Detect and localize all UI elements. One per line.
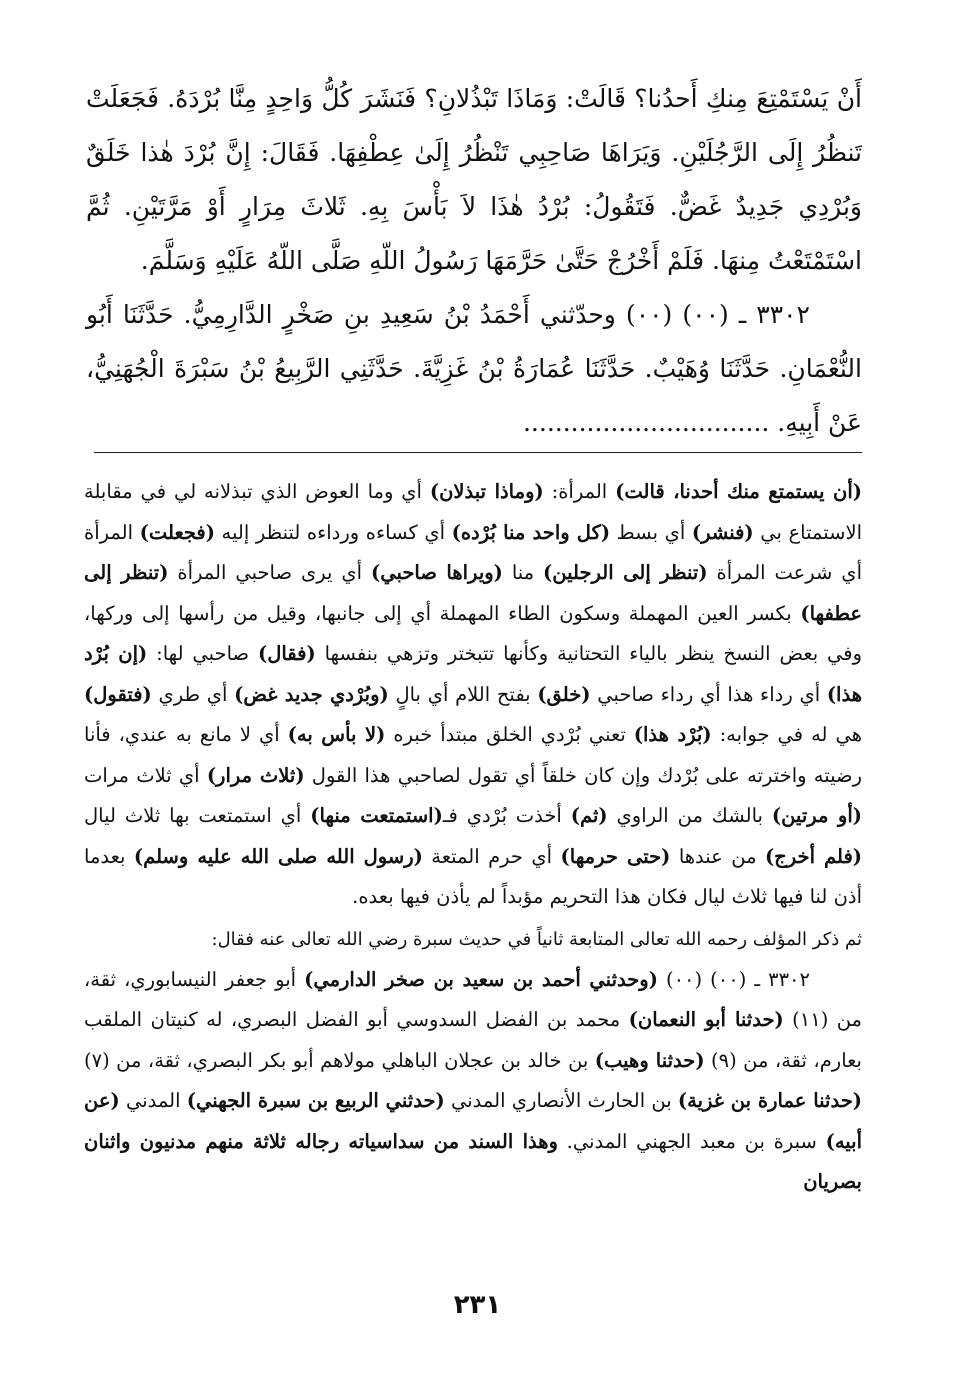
bold-quoted-phrase: (كل واحد منا بُرْده) bbox=[451, 520, 611, 544]
commentary-text-run: بكسر العين المهملة وسكون الطاء المهملة أي إلى جانبها، وقيل من رأسها إلى وركها، وفي بعض النسخ ينظر بالياء التحتانية وكأنها تتبختر وتزهي بنفسها bbox=[84, 601, 863, 665]
bold-quoted-phrase: (ثم) bbox=[570, 804, 608, 827]
main-text bbox=[86, 72, 862, 450]
commentary-text-run: أي حرم المتعة bbox=[422, 844, 561, 868]
commentary-text-run: أي رداء هذا أي رداء صاحبي bbox=[590, 682, 827, 706]
commentary-text-run: صاحبي لها: bbox=[147, 642, 258, 665]
commentary-text-run: منا bbox=[502, 561, 544, 584]
page-number: ٢٣١ bbox=[453, 1290, 502, 1320]
bold-quoted-phrase: (إن بُرْد هذا) bbox=[84, 642, 862, 706]
bold-quoted-phrase: (حدثني الربيع بن سبرة الجهني) bbox=[186, 1089, 445, 1112]
commentary-text-run: تعني بُرْدي الخلق مبتدأ خبره bbox=[385, 723, 634, 746]
commentary-text-run: ٣٣٠٢ ـ (٠٠) (٠٠) bbox=[657, 967, 811, 991]
bold-quoted-phrase: (وماذا تبذلان) bbox=[429, 480, 544, 503]
commentary-text-run: المدني bbox=[119, 1089, 187, 1112]
bold-quoted-phrase: (وبُرْدي جديد غض) bbox=[234, 682, 389, 706]
bold-quoted-phrase: (فقال) bbox=[257, 642, 316, 665]
commentary-text-run: أي ثلاث مرات bbox=[84, 763, 207, 787]
commentary-intro: ثم ذكر المؤلف رحمه الله تعالى المتابعة ثانياً في حديث سبرة رضي الله تعالى عنه فقال: bbox=[211, 928, 862, 950]
commentary-text-run: أبو جعفر النيسابوري، ثقة، من (١١) bbox=[84, 967, 862, 1031]
bold-quoted-phrase: (حتى حرمها) bbox=[560, 844, 671, 868]
commentary-text-run: أي يرى صاحبي المرأة bbox=[168, 561, 371, 584]
commentary-text-run: بعدما أذن لنا فيها ثلاث ليال فكان هذا التحريم مؤبداً لم يأذن فيها بعده. bbox=[84, 844, 862, 908]
commentary-text-run: أي لا مانع به عندي، فأنا رضيته واخترته على بُرْدك وإن كان خلقاً أي تقول لصاحبي هذا القول bbox=[84, 723, 862, 787]
main-paragraph-1: أَنْ يَسْتَمْتِعَ مِنكِ أَحدُنا؟ قَالَتْ: وَمَاذَا تَبْذُلانِ؟ فَنَشَرَ كُلُّ وَاحِدٍ مِنَّا بُرْدَهُ. فَجَعَلَتْ تَنظُرُ إِلَى الرَّجُلَيْنِ. وَيَرَاهَا صَاحِبِي تَنْظُرُ إِلَىٰ عِطْفِهَا. فَقَالَ: إِنَّ بُرْدَ هٰذا خَلَقٌ وَبُرْدِي جَدِيدٌ غَضٌّ. فَتَقُولُ: بُرْدُ هٰذَا لاَ بَأْسَ بِهِ. ثَلاثَ مِرَارٍ أَوْ مَرَّتَيْنِ. ثُمَّ اسْتَمْتَعْتُ مِنهَا. فَلَمْ أَخْرُجْ حَتَّىٰ حَرَّمَهَا رَسُولُ اللّهِ صَلَّى اللّهُ عَلَيْهِ وَسَلَّمَ. bbox=[86, 84, 862, 275]
bold-quoted-phrase: (بُرْد هذا) bbox=[633, 723, 712, 746]
bold-quoted-phrase: (حدثنا عمارة بن غزية) bbox=[677, 1089, 862, 1112]
commentary-text-run: أي استمتعت بها ثلاث ليال bbox=[84, 804, 311, 827]
bold-quoted-phrase: (فلم أخرج) bbox=[764, 844, 862, 868]
commentary-paragraph-1 bbox=[84, 472, 862, 918]
bold-quoted-phrase: (استمتعت منها) bbox=[310, 804, 443, 827]
commentary-text-run: هي له في جوابه: bbox=[711, 723, 862, 746]
commentary-text-run: أي وما العوض الذي تبذلانه لي في مقابلة الاستمتاع بي bbox=[84, 480, 862, 544]
commentary-text-run: من عندها bbox=[670, 844, 765, 868]
main-paragraph-2 bbox=[86, 288, 862, 450]
bold-quoted-phrase: (تنظر إلى الرجلين) bbox=[543, 561, 708, 584]
commentary-text-run: محمد بن الفضل السدوسي أبو الفضل البصري، له كنيتان الملقب بعارم، ثقة، من (٩) bbox=[84, 1008, 862, 1072]
commentary-text-run: المرأة أي شرعت المرأة bbox=[84, 520, 862, 584]
commentary-text-run: سبرة بن معبد الجهني المدني. bbox=[557, 1129, 826, 1153]
bold-quoted-phrase: (حدثنا وهيب) bbox=[594, 1048, 705, 1072]
ellipsis-dots: ............................... bbox=[522, 408, 770, 437]
bold-quoted-phrase: (فجعلت) bbox=[139, 520, 215, 544]
footnote-divider bbox=[94, 452, 862, 453]
commentary-text-run: بالشك من الراوي bbox=[607, 804, 772, 827]
commentary-text-run: المرأة: bbox=[543, 480, 616, 503]
bold-quoted-phrase: (فتقول) bbox=[84, 682, 152, 706]
commentary-text-run: بن الحارث الأنصاري المدني bbox=[444, 1089, 678, 1112]
commentary-text-run: أخذت بُرْدي فـ bbox=[442, 804, 571, 827]
bold-quoted-phrase: (عن أبيه) bbox=[84, 1089, 863, 1153]
bold-quoted-phrase: (لا بأس به) bbox=[287, 723, 386, 746]
bold-quoted-phrase: (رسول الله صلى الله عليه وسلم) bbox=[133, 844, 423, 868]
bold-quoted-phrase: (فنشر) bbox=[691, 520, 754, 544]
commentary-text-run: بن خالد بن عجلان الباهلي مولاهم أبو بكر البصري، ثقة، من (٧) bbox=[84, 1048, 595, 1072]
commentary bbox=[84, 472, 862, 1203]
bold-quoted-phrase: (وحدثني أحمد بن سعيد بن صخر الدارمي) bbox=[304, 967, 658, 991]
bold-quoted-phrase: (خلق) bbox=[537, 682, 591, 706]
bold-quoted-phrase: (ويراها صاحبي) bbox=[370, 561, 503, 584]
commentary-text-run: أي طري bbox=[151, 682, 235, 706]
commentary-text-run: أي بسط bbox=[610, 520, 692, 544]
bold-quoted-phrase: (أن يستمتع منك أحدنا، قالت) bbox=[615, 480, 863, 503]
bold-quoted-phrase: (ثلاث مرار) bbox=[206, 763, 305, 787]
commentary-text-run: بفتح اللام أي بالٍ bbox=[388, 682, 538, 706]
bold-quoted-phrase: (أو مرتين) bbox=[771, 804, 862, 827]
commentary-text-run: أي كساءه ورداءه لتنظر إليه bbox=[214, 520, 452, 544]
bold-quoted-phrase: وهذا السند من سداسياته رجاله ثلاثة منهم مدنيون واثنان بصريان bbox=[84, 1129, 862, 1193]
bold-quoted-phrase: (تنظر إلى عطفها) bbox=[84, 561, 862, 625]
bold-quoted-phrase: (حدثنا أبو النعمان) bbox=[628, 1008, 784, 1031]
commentary-paragraph-2 bbox=[84, 960, 862, 1203]
main-paragraph-2-text: ٣٣٠٢ ـ (٠٠) (٠٠) وحدّثني أَحْمَدُ بْنُ سَعِيدِ بنِ صَخْرٍ الدَّارِمِيُّ. حَدَّثَنَا أَبُو النُّعْمَانِ. حَدَّثَنَا وُهَيْبٌ. حَدَّثَنَا عُمَارَةُ بْنُ غَزِيَّةَ. حَدَّثَنِي الرَّبِيعُ بْنُ سَبْرَةَ الْجُهَنِيُّ، عَنْ أَبِيهِ. bbox=[86, 300, 862, 437]
